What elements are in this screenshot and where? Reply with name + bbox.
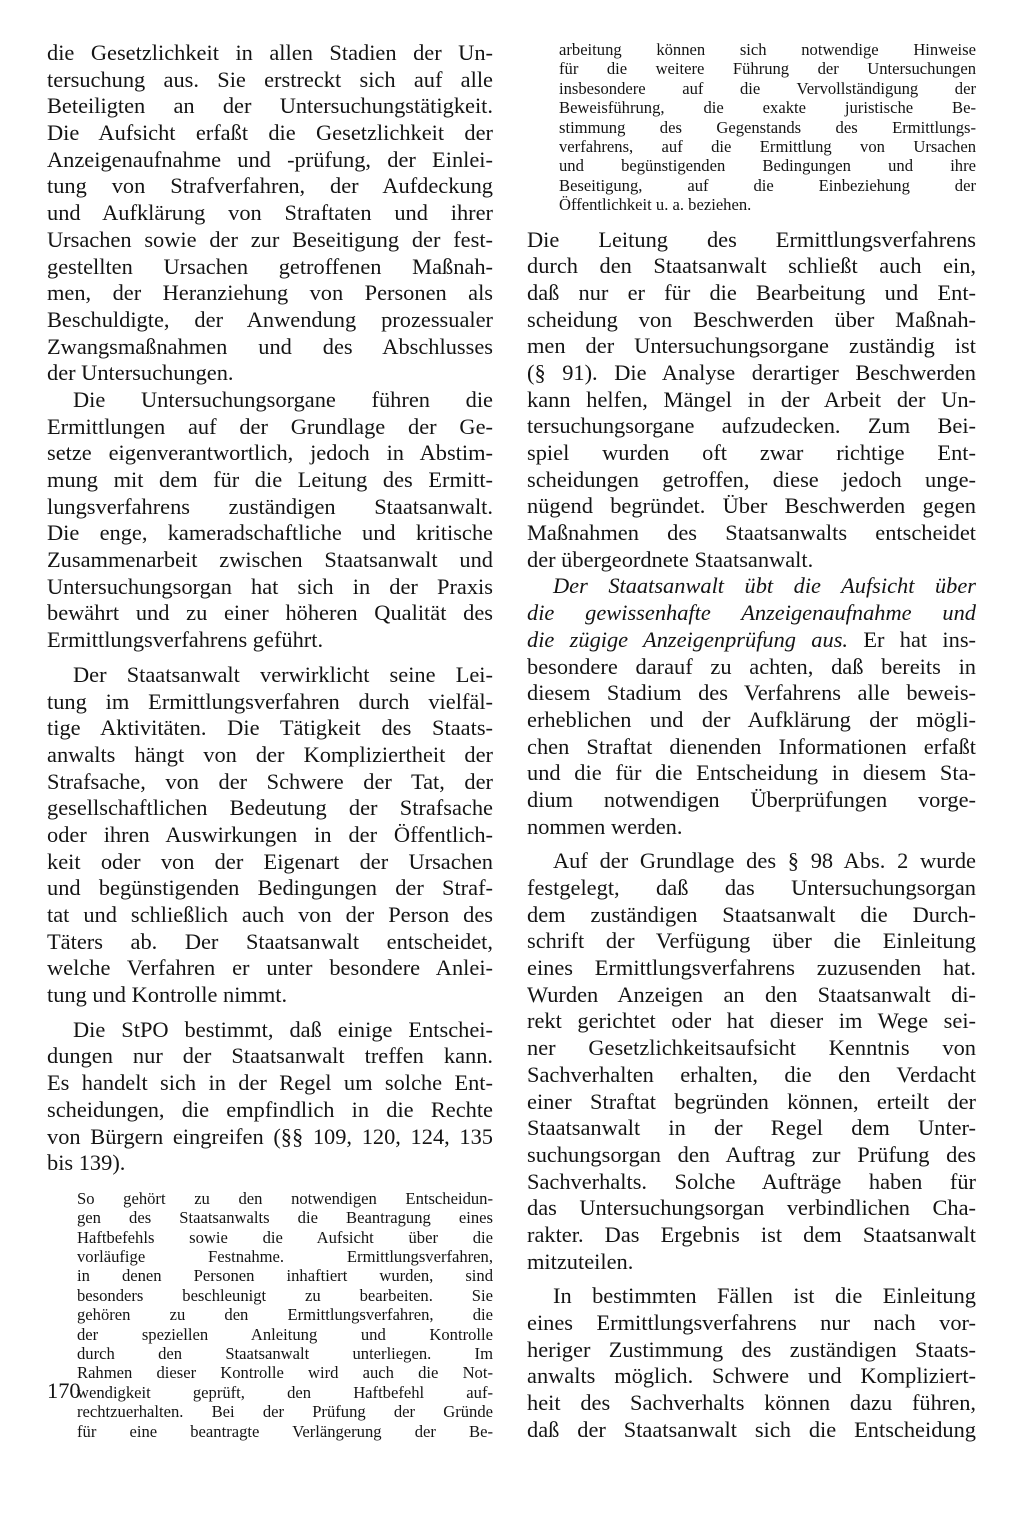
text-line: vorläufige Festnahme. Ermittlungsverfahren, [77,1247,493,1267]
text-line: Beseitigung, auf die Einbeziehung der [559,175,976,195]
text-line: Es handelt sich in der Regel um solche Ent- [47,1070,493,1096]
text-line: Wurden Anzeigen an den Staatsanwalt di- [527,981,976,1007]
text-line: das Untersuchungsorgan verbindlichen Cha- [527,1195,976,1221]
text-line: Maßnahmen des Staatsanwalts entscheidet [527,520,976,546]
text-line: tung von Strafverfahren, der Aufdeckung [47,173,493,199]
text-line: rechtzuerhalten. Bei der Prüfung der Gründe [77,1402,493,1422]
text-line: Rahmen dieser Kontrolle wird auch die Not- [77,1363,493,1383]
text-line: Anzeigenaufnahme und -prüfung, der Einlei- [47,146,493,172]
text-line: gesellschaftlichen Bedeutung der Strafsache [47,795,493,821]
text-line: Ursachen sowie der zur Beseitigung der fest- [47,226,493,252]
text-line: heit des Sachverhalts können dazu führen, [527,1390,976,1416]
paragraph [47,1017,493,1177]
text-line: besondere darauf zu achten, daß bereits in [527,653,976,679]
text-line: der speziellen Anleitung und Kontrolle [77,1324,493,1344]
text-line: Ermittlungsverfahrens geführt. [47,627,324,653]
text-line: eines Ermittlungsverfahrens nur nach vor- [527,1310,976,1336]
text-line: mitzuteilen. [527,1248,634,1274]
text-line: rekt gerichtet oder hat dieser im Wege sei- [527,1008,976,1034]
text-line: Der Staatsanwalt übt die Aufsicht über [553,573,976,599]
text-line [527,627,976,654]
text-line: bewährt und zu einer höheren Qualität des [47,600,493,626]
text-line: Zusammenarbeit zwischen Staatsanwalt und [47,547,493,573]
text-line: arbeitung können sich notwendige Hinweise [559,40,976,59]
text-line: chen Straftat dienenden Informationen erfaßt [527,733,976,759]
text-line: tersuchung aus. Sie erstreckt sich auf alle [47,66,493,92]
text-line: daß der Staatsanwalt sich die Entscheidung [527,1416,976,1442]
text-line: die gewissenhafte Anzeigenaufnahme und [527,600,976,626]
text-line: diesem Stadium des Verfahrens alle beweis- [527,680,976,706]
text-line: der Untersuchungen. [47,360,234,386]
text-line: tige Aktivitäten. Die Tätigkeit des Staats- [47,715,493,741]
text-line: eines Ermittlungsverfahrens zuzusenden hat. [527,955,976,981]
text-line: oder ihren Auswirkungen in der Öffentlich- [47,821,493,847]
text-line: besonders beschleunigt zu bearbeiten. Sie [77,1285,493,1305]
text-line: von Bürgern eingreifen (§§ 109, 120, 124, 135 [47,1123,493,1149]
text-line: Die StPO bestimmt, daß einige Entschei- [73,1016,493,1042]
text-line: men, der Heranziehung von Personen als [47,280,493,306]
text-line: nommen werden. [527,813,683,839]
left-column [47,40,493,1441]
text-line: nügend begründet. Über Beschwerden gegen [527,493,976,519]
emphasis-text: die zügige Anzeigenprüfung aus. [527,626,849,652]
paragraph [527,848,976,1275]
text-line: Staatsanwalt in der Regel dem Unter- [527,1115,976,1141]
text-line: heriger Zustimmung des zuständigen Staats- [527,1336,976,1362]
text-line: men der Untersuchungsorgane zuständig ist [527,333,976,359]
text-fragment: Er hat ins- [848,626,976,652]
right-column [527,40,976,1443]
text-line: dungen nur der Staatsanwalt treffen kann. [47,1043,493,1069]
text-line: Strafsache, von der Schwere der Tat, der [47,768,493,794]
text-line: tung im Ermittlungsverfahren durch vielfäl- [47,688,493,714]
text-line: scheidungen, die empfindlich in die Rechte [47,1096,493,1122]
text-line: daß nur er für die Bearbeitung und Ent- [527,279,976,305]
text-line: keit oder von der Eigenart der Ursachen [47,848,493,874]
text-line: die Gesetzlichkeit in allen Stadien der Un- [47,40,493,65]
text-line: Ermittlungen auf der Grundlage der Ge- [47,413,493,439]
text-line: Täters ab. Der Staatsanwalt entscheidet, [47,928,493,954]
text-line: und begünstigenden Bedingungen und ihre [559,156,976,176]
text-line: durch den Staatsanwalt schließt auch ein, [527,253,976,279]
text-line: Die Aufsicht erfaßt die Gesetzlichkeit der [47,120,493,146]
text-line: und die für die Entscheidung in diesem Sta- [527,760,976,786]
text-line: In bestimmten Fällen ist die Einleitung [553,1283,976,1309]
paragraph [527,573,976,840]
small-print-note [47,1189,493,1441]
text-line: einer Straftat begründen können, erteilt der [527,1088,976,1114]
text-line: Sachverhalts. Solche Aufträge haben für [527,1168,976,1194]
text-line: (§ 91). Die Analyse derartiger Beschwerden [527,359,976,385]
paragraph [527,227,976,574]
paragraph [527,1283,976,1443]
text-line: gen des Staatsanwalts die Beantragung eines [77,1208,493,1228]
text-line: dem zuständigen Staatsanwalt die Durch- [527,901,976,927]
text-line: welche Verfahren er unter besondere Anlei- [47,955,493,981]
text-line: in denen Personen inhaftiert wurden, sind [77,1266,493,1286]
text-line: dium notwendigen Überprüfungen vorge- [527,786,976,812]
paragraph [47,387,493,654]
paragraph [47,40,493,387]
text-line: tersuchungsorgane aufzudecken. Zum Bei- [527,413,976,439]
text-line: gestellten Ursachen getroffenen Maßnah- [47,253,493,279]
text-line: Öffentlichkeit u. a. beziehen. [559,195,752,215]
text-line: anwalts hängt von der Kompliziertheit der [47,741,493,767]
text-line: festgelegt, daß das Untersuchungsorgan [527,875,976,901]
text-line: und Aufklärung von Straftaten und ihrer [47,200,493,226]
text-line: Der Staatsanwalt verwirklicht seine Lei- [73,661,493,687]
text-line: Die Leitung des Ermittlungsverfahrens [527,226,976,252]
text-line: setze eigenverantwortlich, jedoch in Abstim- [47,440,493,466]
text-line: bis 139). [47,1150,126,1176]
text-line: rakter. Das Ergebnis ist dem Staatsanwalt [527,1221,976,1247]
text-line: erheblichen und der Aufklärung der mögli- [527,706,976,732]
text-line: gehören zu den Ermittlungsverfahren, die [77,1305,493,1325]
text-line: So gehört zu den notwendigen Entscheidun- [77,1188,493,1208]
text-line: lungsverfahrens zuständigen Staatsanwalt. [47,493,493,519]
text-line: Untersuchungsorgan hat sich in der Praxis [47,573,493,599]
text-line: verfahrens, auf die Ermittlung von Ursachen [559,136,976,156]
text-line: für eine beantragte Verlängerung der Be- [77,1421,493,1441]
text-line: insbesondere auf die Vervollständigung der [559,78,976,98]
text-line: scheidung von Beschwerden über Maßnah- [527,306,976,332]
text-line: Haftbefehls sowie die Aufsicht über die [77,1227,493,1247]
text-line: Beteiligten an der Untersuchungstätigkeit. [47,93,493,119]
text-line: tung und Kontrolle nimmt. [47,982,288,1008]
text-line: kann helfen, Mängel in der Arbeit der Un- [527,386,976,412]
text-line: Sachverhalten erhalten, die den Verdacht [527,1061,976,1087]
text-line: und begünstigenden Bedingungen der Straf- [47,875,493,901]
text-line: der übergeordnete Staatsanwalt. [527,546,814,572]
text-line: Beweisführung, die exakte juristische Be- [559,98,976,118]
paragraph [47,662,493,1009]
text-line: für die weitere Führung der Untersuchungen [559,59,976,79]
text-line: mung mit dem für die Leitung des Ermitt- [47,467,493,492]
text-line: durch den Staatsanwalt unterliegen. Im [77,1344,493,1363]
small-print-note [527,40,976,215]
text-line: ner Gesetzlichkeitsaufsicht Kenntnis von [527,1035,976,1061]
text-line: schrift der Verfügung über die Einleitung [527,928,976,954]
text-line: anwalts möglich. Schwere und Kompliziert- [527,1363,976,1389]
text-line: stimmung des Gegenstands des Ermittlungs- [559,117,976,137]
text-line: wendigkeit geprüft, den Haftbefehl auf- [77,1382,493,1402]
text-line: spiel wurden oft zwar richtige Ent- [527,440,976,466]
text-line: suchungsorgan den Auftrag zur Prüfung des [527,1141,976,1167]
text-line: scheidungen getroffen, diese jedoch unge- [527,466,976,492]
text-line: Auf der Grundlage des § 98 Abs. 2 wurde [553,848,976,874]
text-line: tat und schließlich auch von der Person des [47,902,493,927]
text-line: Zwangsmaßnahmen und des Abschlusses [47,333,493,359]
page-number: 170 [47,1378,81,1403]
text-line: Beschuldigte, der Anwendung prozessualer [47,306,493,332]
text-line: Die enge, kameradschaftliche und kritische [47,520,493,546]
text-line: Die Untersuchungsorgane führen die [73,386,493,412]
